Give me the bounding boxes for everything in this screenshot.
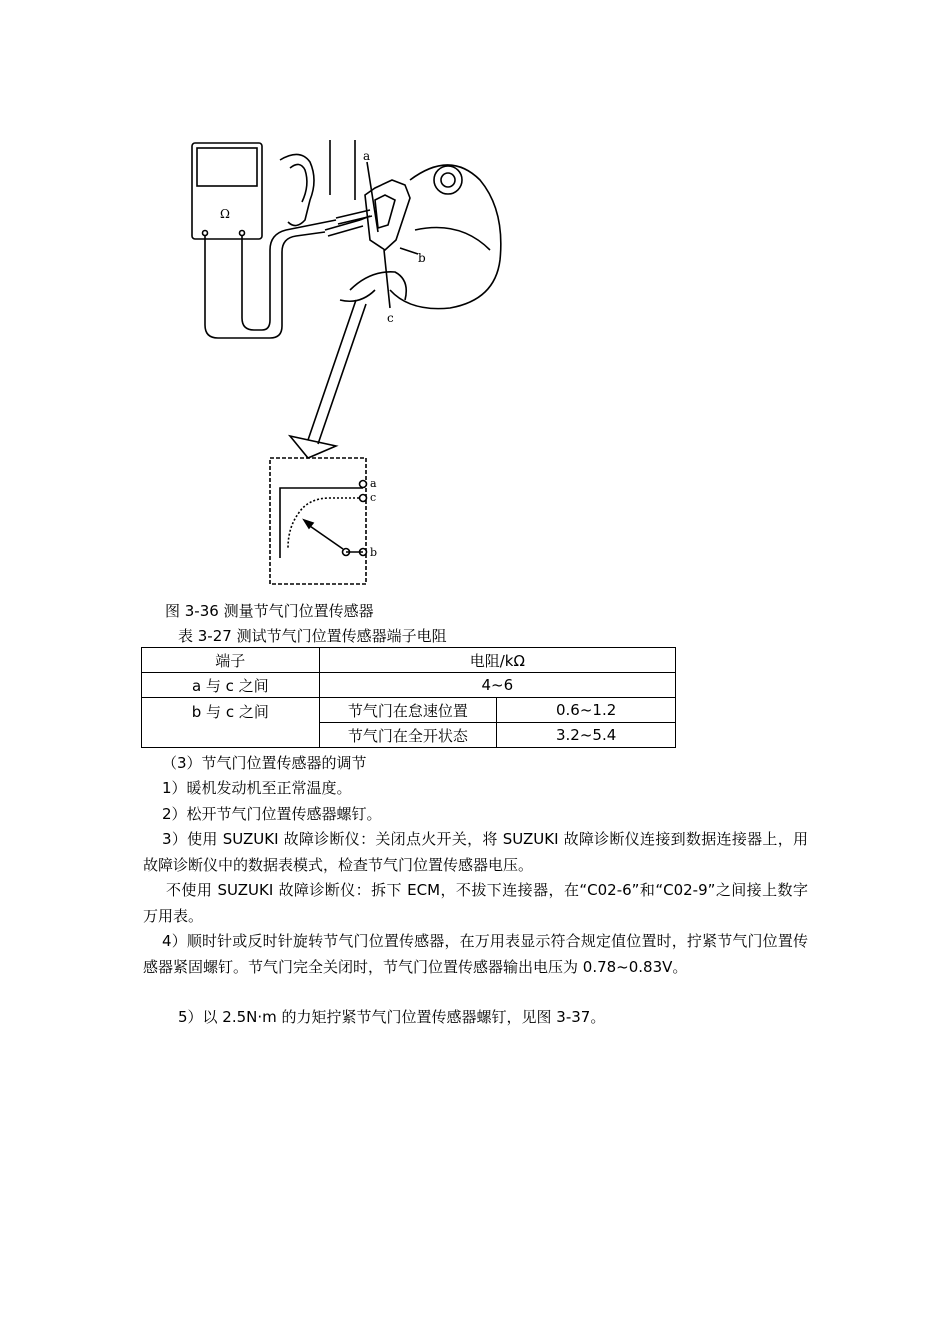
step-3-alternative: 不使用 SUZUKI 故障诊断仪：拆下 ECM，不拔下连接器，在“C02-6”和“C02-9”之间接上数字万用表。 [143, 881, 808, 925]
label-a: a [370, 477, 377, 490]
value-cell: 4~6 [319, 673, 675, 698]
ohm-symbol: Ω [220, 207, 230, 221]
label-b-top: b [418, 251, 426, 265]
table-row [142, 673, 676, 698]
step-2: 2）松开节气门位置传感器螺钉。 [162, 805, 382, 823]
label-c: c [370, 491, 377, 504]
step-1: 1）暖机发动机至正常温度。 [162, 779, 352, 797]
step-4: 4）顺时针或反时针旋转节气门位置传感器，在万用表显示符合规定值位置时，拧紧节气门位置传感器紧固螺钉。节气门完全关闭时，节气门位置传感器输出电压为 0.78~0.83V。 [143, 932, 808, 976]
condition-cell: 节气门在全开状态 [319, 723, 497, 748]
section-heading: （3）节气门位置传感器的调节 [162, 754, 367, 772]
figure-caption: 图 3-36 测量节气门位置传感器 [165, 602, 374, 620]
header-terminal: 端子 [142, 648, 320, 673]
table-row [142, 698, 676, 723]
step-5: 5）以 2.5N·m 的力矩拧紧节气门位置传感器螺钉，见图 3-37。 [178, 1008, 606, 1026]
step-3: 3）使用 SUZUKI 故障诊断仪：关闭点火开关，将 SUZUKI 故障诊断仪连接到数据连接器上，用故障诊断仪中的数据表模式，检查节气门位置传感器电压。 [143, 830, 808, 874]
condition-cell: 节气门在怠速位置 [319, 698, 497, 723]
label-a-top: a [363, 149, 371, 163]
table-header-row [142, 648, 676, 673]
terminal-cell: b 与 c 之间 [142, 698, 320, 748]
value-cell: 3.2~5.4 [497, 723, 676, 748]
label-c-top: c [387, 311, 394, 325]
table-caption: 表 3-27 测试节气门位置传感器端子电阻 [178, 627, 447, 645]
value-cell: 0.6~1.2 [497, 698, 676, 723]
header-resistance: 电阻/kΩ [319, 648, 675, 673]
resistance-table [141, 647, 676, 748]
tps-measurement-illustration [160, 140, 520, 592]
terminal-cell: a 与 c 之间 [142, 673, 320, 698]
label-b: b [370, 546, 378, 559]
